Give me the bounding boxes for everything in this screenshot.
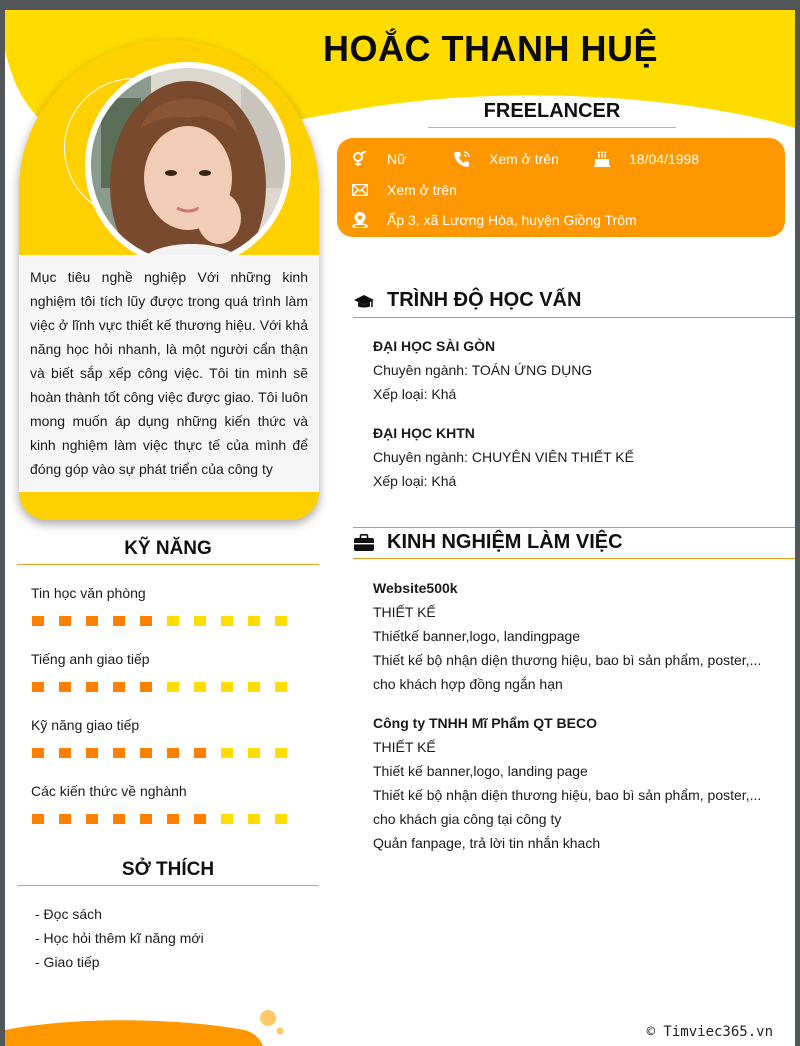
- skill-dot-filled: [32, 814, 44, 824]
- candidate-name: HOẮC THANH HUỆ: [323, 28, 658, 69]
- hobbies-title: SỞ THÍCH: [121, 859, 215, 880]
- skill-dot-filled: [140, 748, 152, 758]
- experience-detail: cho khách gia công tại công ty: [373, 811, 562, 827]
- skill-dot-filled: [86, 814, 98, 824]
- education-grade: Xếp loại: Khá: [373, 473, 457, 489]
- experience-detail: Thiết kế bộ nhận diện thương hiệu, bao bì sản phẩm, poster,...: [373, 787, 762, 803]
- skill-name: Các kiến thức về nghành: [31, 783, 187, 799]
- contact-birthday: 18/04/1998: [593, 151, 699, 167]
- skill-dot-filled: [32, 616, 44, 626]
- skill-dot-filled: [86, 682, 98, 692]
- experience-detail: Thiết kế bộ nhận diện thương hiệu, bao bì sản phẩm, poster,...: [373, 652, 762, 668]
- experience-company: Website500k: [373, 580, 458, 596]
- career-objective: Mục tiêu nghề nghiệp Với những kinh nghiệm tôi tích lũy được trong quá trình làm việc ở lĩnh vực thiết kế thương hiệu. Với khả năng học hỏi nhanh, là một người cẩn thận và biết sắp xếp công việc. Tôi tin mình sẽ hoàn thành tốt công việc được giao. Tôi luôn mong muốn áp dụng những kiến thức và kinh nghiệm làm việc thực tế của mình để đóng góp vào sự phát triển của công ty: [19, 255, 319, 492]
- avatar-photo: [91, 68, 285, 262]
- skill-dot-empty: [194, 616, 206, 626]
- skill-dot-empty: [194, 682, 206, 692]
- skill-dot-filled: [32, 682, 44, 692]
- skill-dot-filled: [32, 748, 44, 758]
- skill-dot-filled: [194, 814, 206, 824]
- contact-phone: Xem ở trên: [453, 151, 559, 167]
- education-major: Chuyên ngành: CHUYÊN VIÊN THIẾT KẾ: [373, 449, 634, 465]
- profile-card: [19, 40, 319, 520]
- skill-dot-filled: [113, 814, 125, 824]
- gender-icon: [351, 151, 369, 167]
- skill-rating: [32, 616, 287, 626]
- contact-email: Xem ở trên: [351, 182, 457, 198]
- skill-rating: [32, 814, 287, 824]
- skill-dot-filled: [113, 748, 125, 758]
- skill-rating: [32, 682, 287, 692]
- contact-gender: Nữ: [351, 151, 406, 167]
- experience-divider: [353, 558, 795, 559]
- skill-dot-filled: [140, 814, 152, 824]
- skill-dot-filled: [113, 682, 125, 692]
- avatar: [85, 62, 291, 268]
- phone-icon: [453, 151, 471, 167]
- skill-dot-filled: [140, 682, 152, 692]
- skill-dot-filled: [59, 616, 71, 626]
- skill-dot-empty: [275, 814, 287, 824]
- education-grade: Xếp loại: Khá: [373, 386, 457, 402]
- skill-dot-filled: [59, 748, 71, 758]
- experience-position: THIẾT KẾ: [373, 739, 436, 755]
- hobby-item: - Học hỏi thêm kĩ năng mới: [35, 930, 204, 946]
- job-title-underline: [428, 127, 676, 128]
- skills-title: KỸ NĂNG: [124, 538, 212, 559]
- skill-dot-filled: [167, 748, 179, 758]
- skill-dot-empty: [248, 682, 260, 692]
- skill-dot-empty: [221, 748, 233, 758]
- skills-divider: [17, 564, 319, 565]
- skill-dot-empty: [167, 682, 179, 692]
- skill-dot-filled: [86, 748, 98, 758]
- skill-dot-filled: [113, 616, 125, 626]
- skill-dot-filled: [59, 814, 71, 824]
- skill-name: Kỹ năng giao tiếp: [31, 717, 140, 733]
- experience-detail: Thiết kế banner,logo, landing page: [373, 763, 588, 779]
- education-heading: TRÌNH ĐỘ HỌC VẤN: [353, 289, 795, 312]
- skill-name: Tin học văn phòng: [31, 585, 146, 601]
- skill-dot-empty: [275, 682, 287, 692]
- hobbies-divider: [17, 885, 319, 886]
- map-pin-icon: [351, 212, 369, 228]
- skill-dot-empty: [248, 616, 260, 626]
- education-major: Chuyên ngành: TOÁN ỨNG DỤNG: [373, 362, 593, 378]
- skill-dot-filled: [194, 748, 206, 758]
- skill-dot-empty: [248, 748, 260, 758]
- footer-credit: © Timviec365.vn: [646, 1024, 773, 1040]
- experience-position: THIẾT KẾ: [373, 604, 436, 620]
- skill-dot-filled: [59, 682, 71, 692]
- hobby-item: - Giao tiếp: [35, 954, 100, 970]
- education-divider: [353, 317, 795, 318]
- experience-detail: Quản fanpage, trả lời tin nhắn khach: [373, 835, 601, 851]
- briefcase-icon: [353, 534, 375, 552]
- skill-dot-empty: [275, 748, 287, 758]
- education-school: ĐẠI HỌC KHTN: [373, 425, 475, 441]
- cv-page: [5, 10, 795, 1046]
- birthday-cake-icon: [593, 151, 611, 167]
- skill-dot-filled: [140, 616, 152, 626]
- skill-dot-empty: [221, 814, 233, 824]
- contact-info-box: [337, 138, 785, 237]
- experience-company: Công ty TNHH Mĩ Phẩm QT BECO: [373, 715, 597, 731]
- skill-dot-empty: [248, 814, 260, 824]
- experience-detail: Thiếtkế banner,logo, landingpage: [373, 628, 581, 644]
- experience-top-divider: [353, 527, 795, 528]
- envelope-icon: [351, 182, 369, 198]
- contact-address: Ấp 3, xã Lương Hòa, huyện Giồng Trôm: [351, 212, 637, 228]
- skill-rating: [32, 748, 287, 758]
- education-school: ĐẠI HỌC SÀI GÒN: [373, 338, 496, 354]
- experience-detail: cho khách hợp đồng ngắn hạn: [373, 676, 563, 692]
- skill-name: Tiếng anh giao tiếp: [31, 651, 150, 667]
- job-title: FREELANCER: [483, 100, 621, 122]
- experience-heading: KINH NGHIỆM LÀM VIỆC: [353, 531, 795, 554]
- skill-dot-empty: [275, 616, 287, 626]
- skill-dot-empty: [221, 682, 233, 692]
- hobby-item: - Đọc sách: [35, 906, 102, 922]
- skill-dot-empty: [167, 616, 179, 626]
- footer-wave-decoration: [5, 1006, 305, 1046]
- skill-dot-empty: [221, 616, 233, 626]
- graduation-cap-icon: [353, 292, 375, 310]
- skill-dot-filled: [86, 616, 98, 626]
- skill-dot-filled: [167, 814, 179, 824]
